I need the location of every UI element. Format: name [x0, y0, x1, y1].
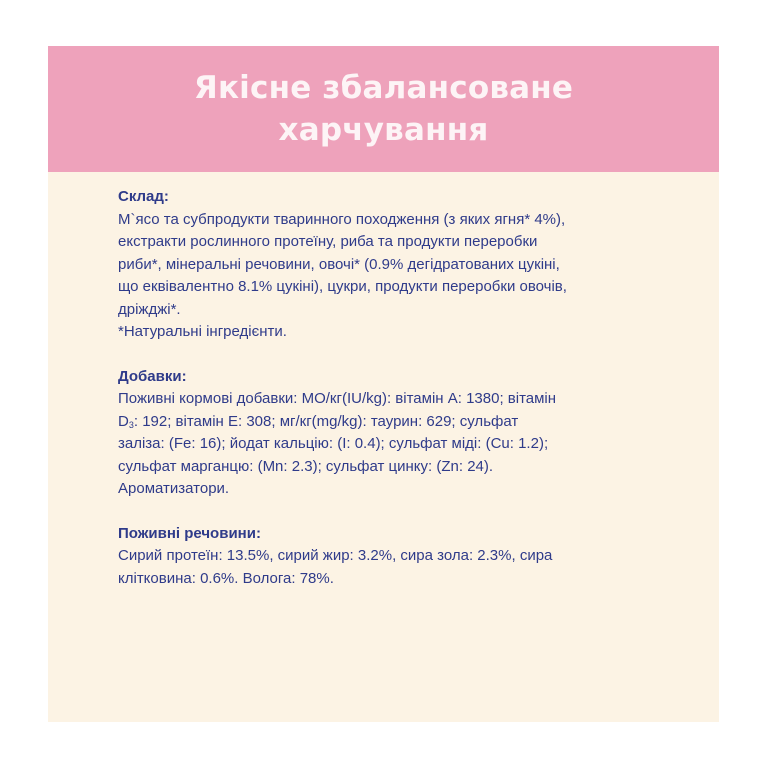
vitamin-d-subscript: 3 [128, 419, 134, 430]
composition-line: М`ясо та субпродукти тваринного походження (з яких ягня* 4%), [118, 210, 566, 228]
composition-footnote: *Натуральні інгредієнти. [118, 323, 287, 340]
nutrients-title: Поживні речовини: [118, 524, 261, 542]
nutrients-line: клітковина: 0.6%. Волога: 78%. [118, 569, 334, 587]
content-body [118, 186, 688, 612]
additives-line [118, 411, 688, 434]
nutrients-line: Сирий протеїн: 13.5%, сирий жир: 3.2%, сира зола: 2.3%, сира [118, 547, 553, 564]
additives-line: заліза: (Fe: 16); йодат кальцію: (I: 0.4); сульфат міді: (Cu: 1.2); [118, 435, 549, 452]
composition-title: Склад: [118, 188, 169, 205]
composition-section [118, 186, 688, 344]
info-card [48, 46, 719, 722]
page-title [194, 67, 573, 151]
vitamin-d-symbol: D [118, 412, 129, 430]
title-line-2: харчування [278, 112, 489, 148]
nutrients-section [118, 523, 688, 591]
additives-section [118, 366, 688, 501]
composition-line: екстракти рослинного протеїну, риба та продукти переробки [118, 233, 538, 250]
additives-line: Ароматизатори. [118, 480, 230, 497]
composition-line: що еквівалентно 8.1% цукіні), цукри, продукти переробки овочів, [118, 278, 567, 295]
additives-line-rest: : 192; вітамін Е: 308; мг/кг(mg/kg): таурин: 629; сульфат [133, 412, 519, 430]
title-line-1: Якісне збалансоване [193, 70, 574, 106]
title-banner [48, 46, 719, 172]
composition-line: дріжджі*. [118, 300, 181, 318]
composition-line: риби*, мінеральні речовини, овочі* (0.9% дегідратованих цукіні, [118, 255, 560, 273]
additives-line: сульфат марганцю: (Mn: 2.3); сульфат цинку: (Zn: 24). [118, 457, 494, 475]
additives-line: Поживні кормові добавки: МО/кг(IU/kg): вітамін А: 1380; вітамін [118, 390, 557, 407]
additives-title: Добавки: [118, 367, 187, 385]
